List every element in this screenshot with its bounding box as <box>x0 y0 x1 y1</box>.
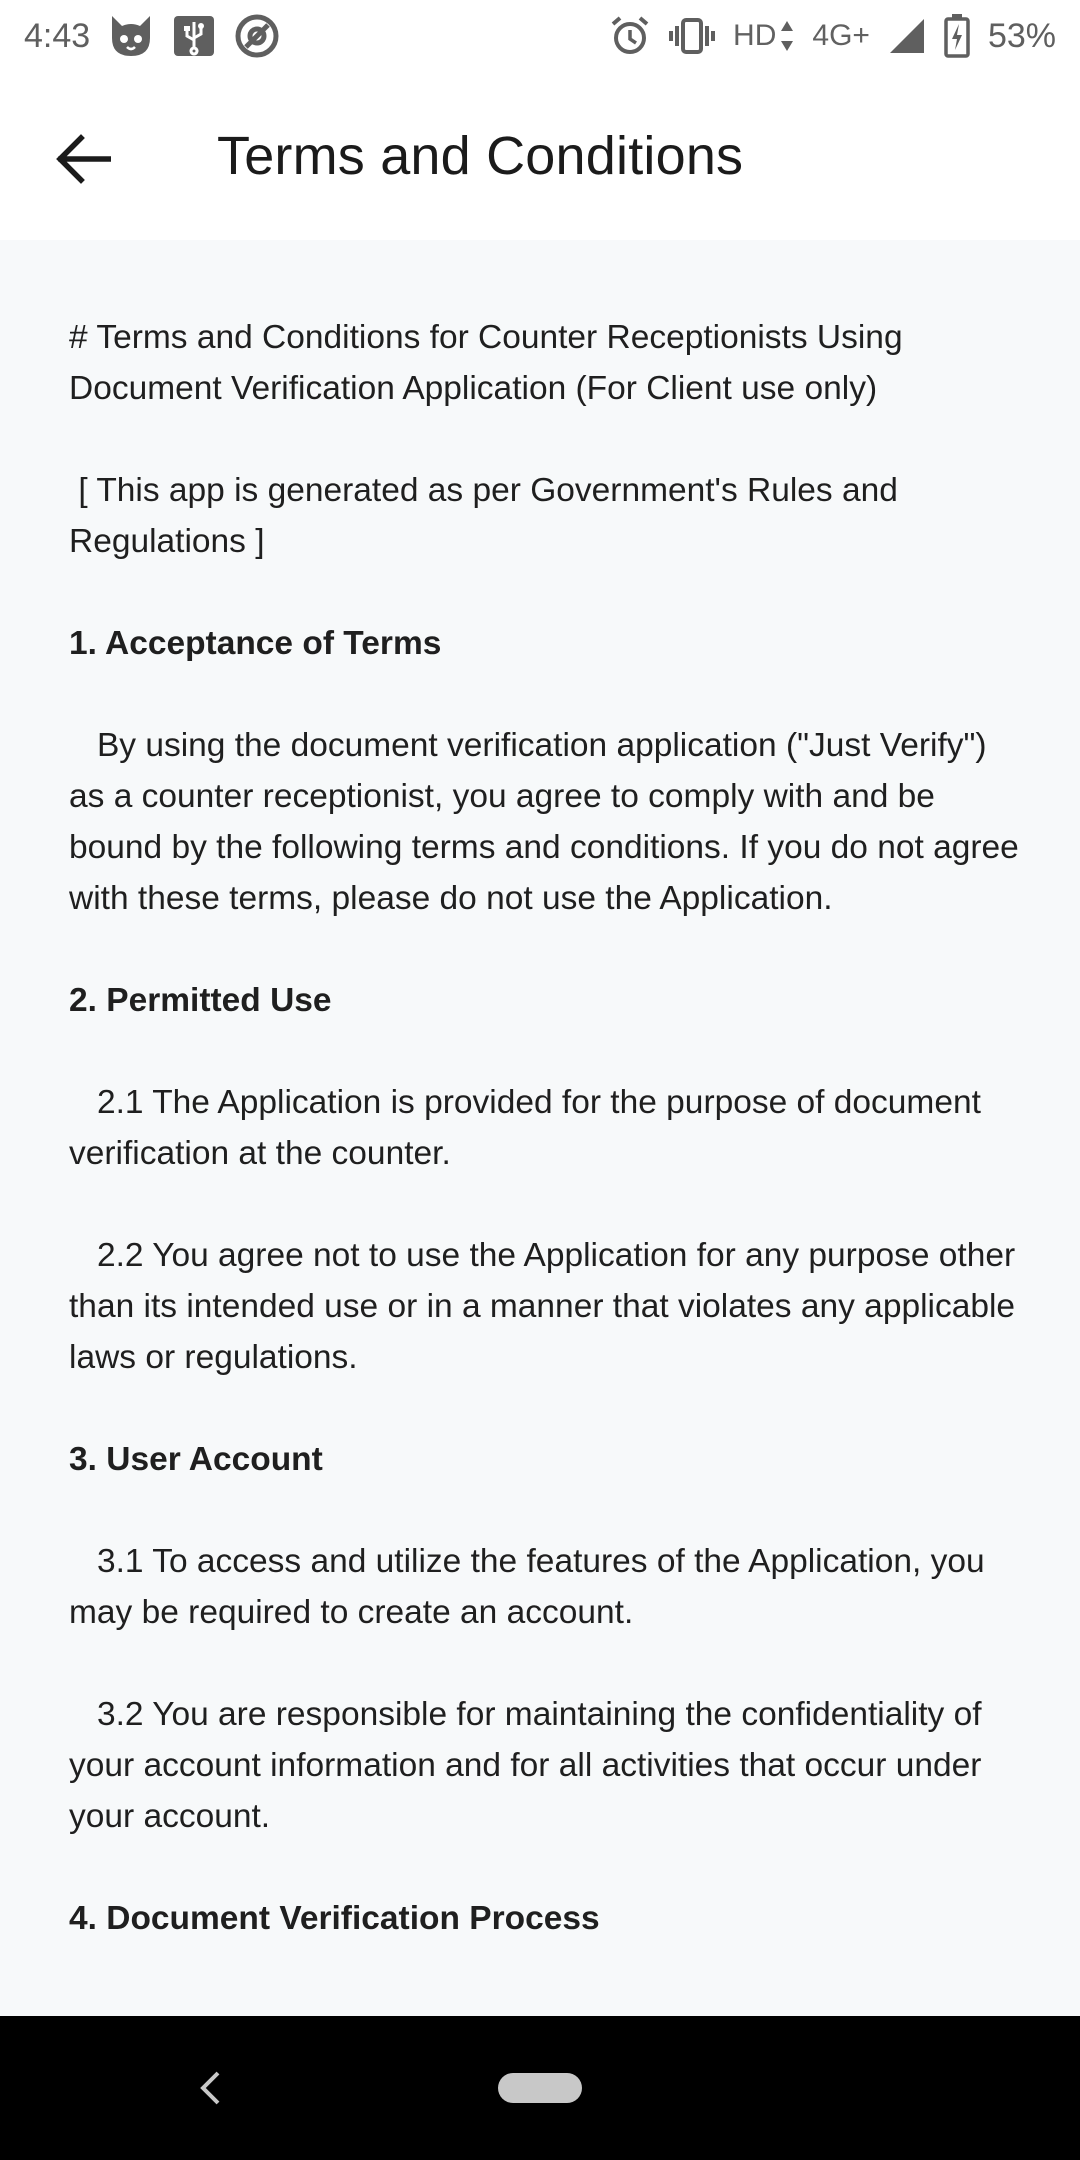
intro-note-text: [ This app is generated as per Government's Rules and Regulations ] <box>69 472 898 560</box>
section-1-heading: 1. Acceptance of Terms <box>69 625 442 662</box>
page-title: Terms and Conditions <box>217 126 744 186</box>
signal-icon <box>888 17 926 55</box>
section-3-heading: 3. User Account <box>69 1441 323 1478</box>
nav-home-pill-icon[interactable] <box>498 2073 582 2103</box>
section-3-1 <box>69 1536 1020 1638</box>
network-4g-label: 4G+ <box>812 19 870 52</box>
terms-content[interactable] <box>0 240 1080 2016</box>
app-bar <box>0 72 1080 240</box>
alarm-icon <box>609 15 651 57</box>
terms-text <box>69 312 1020 1944</box>
section-2-1 <box>69 1077 1020 1179</box>
section-3-1-text: 3.1 To access and utilize the features of the Application, you may be required to create an account. <box>69 1543 985 1631</box>
arrow-back-icon <box>55 134 111 184</box>
hd-label: HD <box>733 19 777 52</box>
back-button[interactable] <box>40 116 126 202</box>
status-left <box>24 13 280 59</box>
section-1-body-text: By using the document verification application ("Just Verify") as a counter receptionist, you agree to comply with and be bound by the following terms and conditions. If you do not agree with these terms, please do not use the Application. <box>69 727 1019 917</box>
section-2-2 <box>69 1230 1020 1383</box>
section-2-1-text: 2.1 The Application is provided for the purpose of document verification at the counter. <box>69 1084 981 1172</box>
section-2-heading: 2. Permitted Use <box>69 982 332 1019</box>
section-2-2-text: 2.2 You agree not to use the Application for any purpose other than its intended use or in a manner that violates any applicable laws or regulations. <box>69 1237 1016 1376</box>
status-right <box>609 14 1056 58</box>
intro-note <box>69 465 1020 567</box>
section-3-2 <box>69 1689 1020 1842</box>
battery-charging-icon <box>944 14 970 58</box>
cat-face-icon <box>108 14 154 58</box>
section-3-2-text: 3.2 You are responsible for maintaining the confidentiality of your account information and for all activities that occur under your account. <box>69 1696 982 1835</box>
at-sign-icon <box>234 13 280 59</box>
battery-percent: 53% <box>987 16 1056 55</box>
nav-back-button[interactable] <box>190 2058 230 2118</box>
section-4-heading: 4. Document Verification Process <box>69 1900 600 1937</box>
status-bar <box>0 0 1080 72</box>
usb-icon <box>172 14 216 58</box>
section-1-body <box>69 720 1020 924</box>
navigation-bar <box>0 2016 1080 2160</box>
data-arrows-icon <box>780 19 794 53</box>
status-time: 4:43 <box>24 16 91 55</box>
intro-title: # Terms and Conditions for Counter Receptionists Using Document Verification Application (For Client use only) <box>69 319 903 407</box>
nav-back-icon <box>198 2070 222 2106</box>
vibrate-icon <box>669 16 715 56</box>
